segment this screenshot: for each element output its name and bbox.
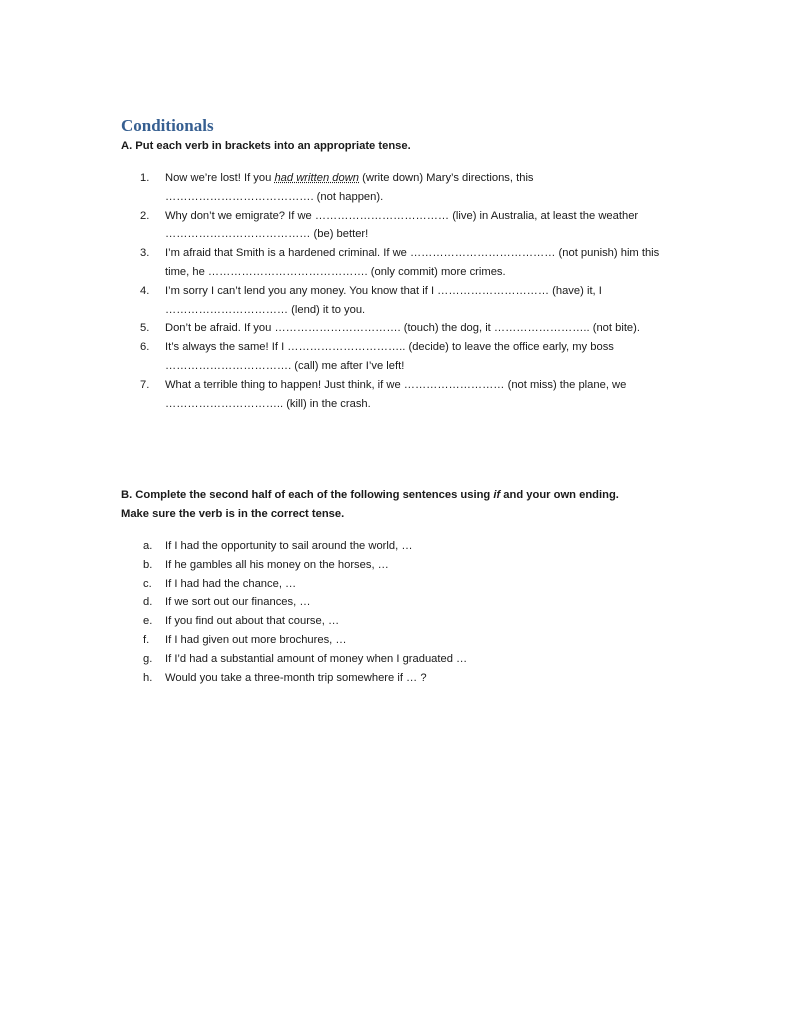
list-item: 7. What a terrible thing to happen! Just think, if we ……………………… (not miss) the plane, we ………………………….. (kill) in the crash. (140, 378, 627, 410)
list-item: 6. It’s always the same! If I ………………………….. (decide) to leave the office early, my boss ……………………………. (call) me after I’ve left! (140, 341, 614, 372)
list-item: h. Would you take a three-month trip somewhere if … ? (143, 671, 427, 684)
list-item: 2. Why don’t we emigrate? If we ……………………………… (live) in Australia, at least the weather ………………………………… (be) better! (140, 209, 639, 241)
section-a-list (0, 169, 720, 413)
list-item: 3. I’m afraid that Smith is a hardened criminal. If we ………………………………… (not punish) him this time, he ……………………………………. (only commit) more crimes. (140, 247, 660, 278)
list-item: 1. Now we’re lost! If you had written down (write down) Mary’s directions, this …………………………………. (not happen). (140, 172, 534, 203)
list-item: b. If he gambles all his money on the horses, … (143, 558, 389, 571)
list-item: a. If I had the opportunity to sail around the world, … (143, 540, 413, 552)
page-title: Conditionals (121, 116, 214, 135)
list-item: d. If we sort out our finances, … (143, 596, 311, 609)
list-item: 4. I’m sorry I can’t lend you any money. You know that if I ………………………… (have) it, I …………………………… (lend) it to you. (140, 284, 602, 316)
list-item: 5. Don’t be afraid. If you ……………………………. (touch) the dog, it …………………….. (not bite). (140, 322, 640, 335)
list-item: c. If I had had the chance, … (143, 577, 297, 590)
example-answer: had written down (274, 172, 360, 184)
section-b-instruction: B. Complete the second half of each of the following sentences using if and your own ending. Make sure the verb is in the correct tense. (121, 489, 619, 520)
list-item: f. If I had given out more brochures, … (143, 633, 347, 646)
section-a-instruction: A. Put each verb in brackets into an appropriate tense. (121, 140, 411, 152)
list-item: e. If you find out about that course, … (143, 615, 340, 628)
section-b-list (0, 537, 720, 687)
list-item: g. If I’d had a substantial amount of money when I graduated … (143, 652, 468, 665)
